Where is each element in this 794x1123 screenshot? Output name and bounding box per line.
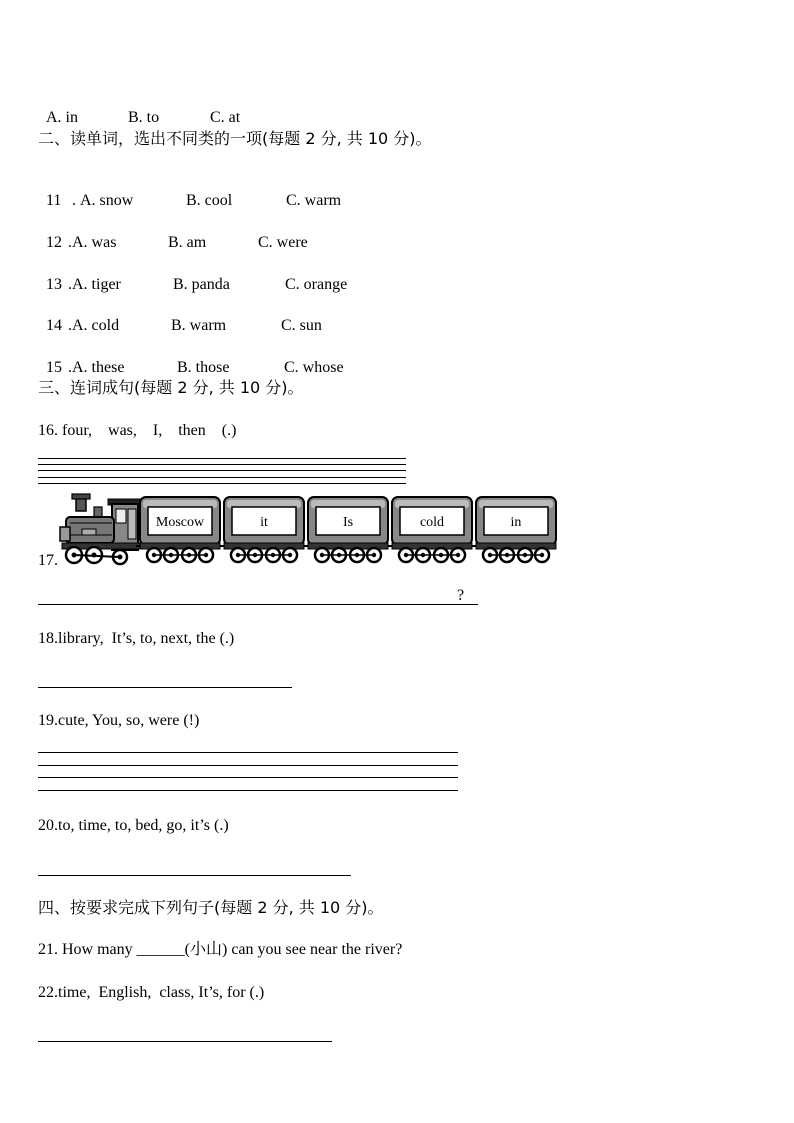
question-20: 20.to, time, to, bed, go, it’s (.): [38, 817, 229, 834]
q10-options: [38, 88, 240, 128]
section4-heading: 四、按要求完成下列句子(每题 2 分, 共 10 分)。: [38, 898, 384, 917]
answer-line[interactable]: [38, 765, 458, 766]
answer-line[interactable]: [38, 1041, 332, 1042]
answer-line[interactable]: [38, 477, 406, 478]
question-17-end-mark: ?: [457, 587, 465, 604]
question-17-number: 17.: [38, 552, 58, 569]
train-car: [388, 497, 472, 562]
train-car: [304, 497, 388, 562]
q10-option-a: A. in: [46, 109, 78, 126]
train-car: [136, 497, 220, 562]
question-15: 15 .A. these B. those C. whose: [46, 359, 344, 376]
train-car: [220, 497, 304, 562]
q10-option-c: C. at: [210, 109, 241, 126]
question-22: 22.time, English, class, It’s, for (.): [38, 984, 265, 1001]
train-car-word: cold: [419, 515, 445, 530]
answer-line[interactable]: [38, 752, 458, 753]
question-13: 13 .A. tiger B. panda C. orange: [46, 276, 348, 293]
answer-line[interactable]: [38, 470, 406, 471]
question-11: 11 . A. snow B. cool C. warm: [46, 192, 342, 209]
train-illustration: [58, 493, 558, 569]
answer-line[interactable]: [38, 604, 478, 605]
q10-option-b: B. to: [128, 109, 160, 126]
locomotive-icon: [60, 494, 140, 564]
answer-line[interactable]: [38, 790, 458, 791]
train-car-word: Is: [342, 515, 354, 530]
answer-line[interactable]: [38, 483, 406, 484]
section3-heading: 三、连词成句(每题 2 分, 共 10 分)。: [38, 378, 304, 397]
answer-line[interactable]: [38, 777, 458, 778]
question-14: 14 .A. cold B. warm C. sun: [46, 317, 322, 334]
answer-line[interactable]: [38, 875, 351, 876]
train-car-word: Moscow: [155, 515, 205, 530]
question-18: 18.library, It’s, to, next, the (.): [38, 630, 235, 647]
train-car-word: in: [510, 515, 522, 530]
section2-heading: 二、读单词，选出不同类的一项(每题 2 分, 共 10 分)。: [38, 129, 432, 148]
question-12: 12 .A. was B. am C. were: [46, 234, 308, 251]
question-16: 16. four, was, I, then (.): [38, 422, 237, 439]
answer-line[interactable]: [38, 464, 406, 465]
question-19: 19.cute, You, so, were (!): [38, 712, 200, 729]
question-21: 21. How many ______(小山) can you see near the river?: [38, 941, 403, 958]
train-car: [472, 497, 556, 562]
train-car-word: it: [260, 515, 268, 530]
answer-line[interactable]: [38, 458, 406, 459]
answer-line[interactable]: [38, 687, 292, 688]
